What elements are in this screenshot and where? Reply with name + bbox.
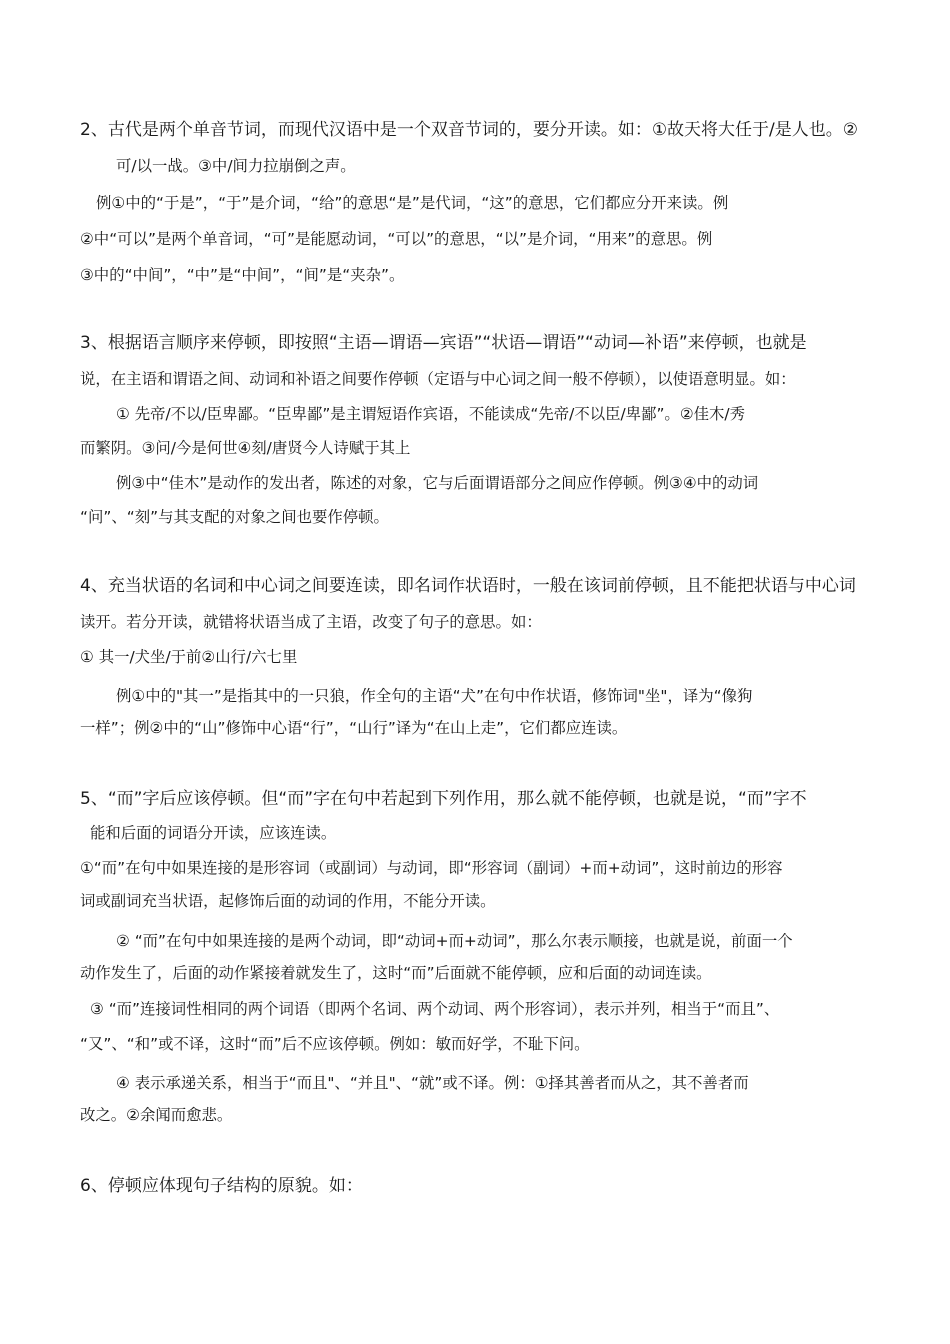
text-line: 一样”；例②中的“山”修饰中心语“行”，“山行”译为“在山上走”，它们都应连读。: [80, 719, 628, 737]
section-3-heading: 3、根据语言顺序来停顿，即按照“主语—谓语—宾语”“状语—谓语”“动词—补语”来停顿，也就是: [80, 333, 807, 353]
section-5-heading: 5、“而”字后应该停顿。但“而”字在句中若起到下列作用，那么就不能停顿，也就是说，“而”字不: [80, 789, 807, 809]
section-6-heading: 6、停顿应体现句子结构的原貌。如：: [80, 1176, 363, 1196]
text-line: 读开。若分开读，就错将状语当成了主语，改变了句子的意思。如：: [80, 613, 542, 631]
text-line: ②中“可以”是两个单音词，“可”是能愿动词，“可以”的意思，“以”是介词，“用来”的意思。例: [80, 230, 713, 248]
text-line: 说，在主语和谓语之间、动词和补语之间要作停顿（定语与中心词之间一般不停顿），以使语意明显。如：: [80, 370, 796, 388]
text-line: ①“而”在句中如果连接的是形容词（或副词）与动词，即“形容词（副词）+而+动词”，这时前边的形容: [80, 859, 783, 877]
section-4-heading: 4、充当状语的名词和中心词之间要连读，即名词作状语时，一般在该词前停顿，且不能把状语与中心词: [80, 576, 856, 596]
text-line: “又”、“和”或不译，这时“而”后不应该停顿。例如：敏而好学，不耻下问。: [80, 1035, 590, 1053]
text-line: 可/以一战。③中/间力拉崩倒之声。: [116, 157, 356, 175]
text-line: ③中的“中间”，“中”是“中间”，“间”是“夹杂”。: [80, 266, 405, 284]
text-line: “问”、“刻”与其支配的对象之间也要作停顿。: [80, 508, 389, 526]
text-line: 能和后面的词语分开读，应该连读。: [90, 824, 337, 842]
text-line: ① 先帝/不以/臣卑鄙。“臣卑鄙”是主谓短语作宾语，不能读成“先帝/不以臣/卑鄙”。②佳木/秀: [116, 405, 745, 423]
text-line: 动作发生了，后面的动作紧接着就发生了，这时“而”后面就不能停顿，应和后面的动词连读。: [80, 964, 712, 982]
text-line: 例①中的"其一”是指其中的一只狼，作全句的主语“犬”在句中作状语，修饰词"坐"，译为“像狗: [116, 687, 753, 705]
text-line: 例①中的“于是”，“于”是介词，“给”的意思“是”是代词，“这”的意思，它们都应分开来读。例: [96, 194, 729, 212]
text-line: 例③中“佳木”是动作的发出者，陈述的对象，它与后面谓语部分之间应作停顿。例③④中的动词: [116, 474, 759, 492]
text-line: ① 其一/犬坐/于前②山行/六七里: [80, 648, 298, 666]
text-line: ② “而”在句中如果连接的是两个动词，即“动词+而+动词”，那么尔表示顺接，也就是说，前面一个: [116, 932, 793, 950]
text-line: ④ 表示承递关系，相当于“而且"、“并且"、“就”或不译。例：①择其善者而从之，其不善者而: [116, 1074, 749, 1092]
text-line: 而繁阴。③问/今是何世④刻/唐贤今人诗赋于其上: [80, 439, 411, 457]
text-line: 词或副词充当状语，起修饰后面的动词的作用，不能分开读。: [80, 892, 496, 910]
section-2-heading: 2、古代是两个单音节词，而现代汉语中是一个双音节词的，要分开读。如：①故天将大任于/是人也。②: [80, 120, 859, 140]
text-line: ③ “而”连接词性相同的两个词语（即两个名词、两个动词、两个形容词），表示并列，相当于“而且”、: [90, 1000, 780, 1018]
text-line: 改之。②余闻而愈悲。: [80, 1106, 233, 1124]
